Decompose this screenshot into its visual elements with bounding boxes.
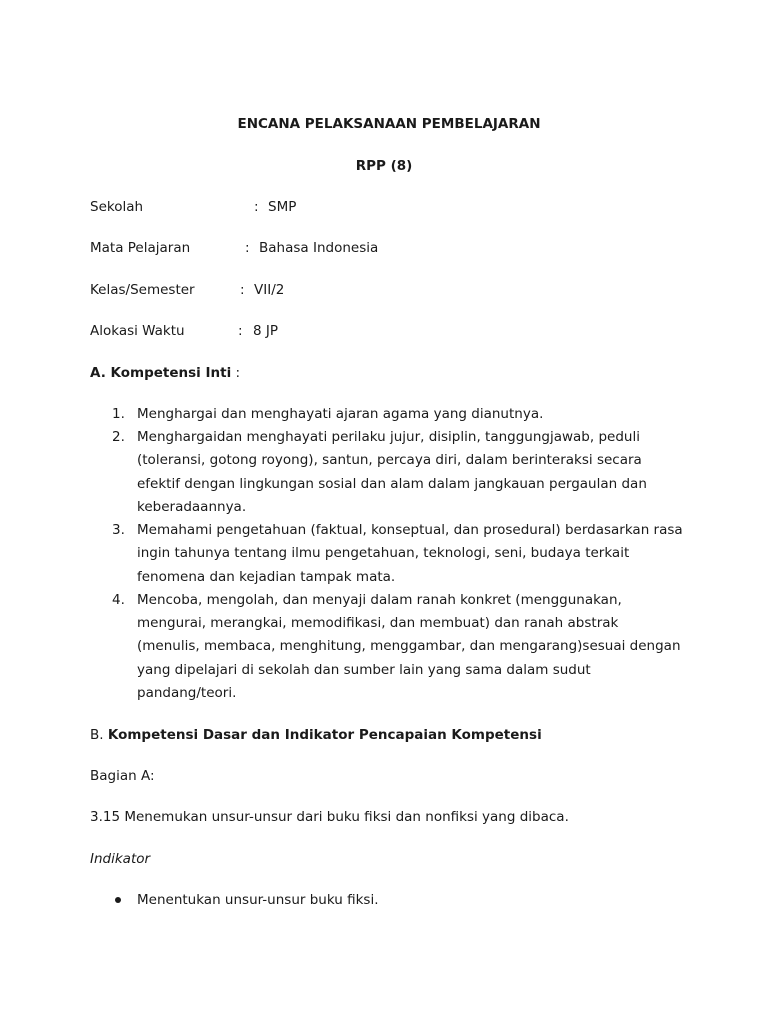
indikator-item: Menentukan unsur-unsur buku fiksi. <box>137 892 379 908</box>
list-item-line: efektif dengan lingkungan sosial dan alam dalam jangkauan pergaulan dan <box>137 476 647 492</box>
list-number: 4. <box>112 592 125 608</box>
list-item-line: Memahami pengetahuan (faktual, konseptual, dan prosedural) berdasarkan rasa <box>137 522 683 538</box>
list-number: 2. <box>112 429 125 445</box>
list-item-line: fenomena dan kejadian tampak mata. <box>137 569 396 585</box>
identity-separator: : <box>238 323 243 339</box>
section-a-colon: : <box>231 365 241 381</box>
document-subtitle: RPP (8) <box>355 158 413 174</box>
document-title: ENCANA PELAKSANAAN PEMBELAJARAN <box>237 116 541 132</box>
section-b-heading <box>90 727 542 743</box>
section-b-title: Kompetensi Dasar dan Indikator Pencapaian Kompetensi <box>107 727 542 743</box>
bullet-icon <box>115 897 121 903</box>
list-number: 3. <box>112 522 125 538</box>
identity-separator: : <box>254 199 259 215</box>
identity-value: SMP <box>268 199 297 215</box>
indikator-label: Indikator <box>90 851 151 867</box>
bagian-label: Bagian A: <box>90 768 155 784</box>
list-item-line: ingin tahunya tentang ilmu pengetahuan, teknologi, seni, budaya terkait <box>137 545 630 561</box>
identity-separator: : <box>245 240 250 256</box>
list-item-line: yang dipelajari di sekolah dan sumber lain yang sama dalam sudut <box>137 662 591 678</box>
section-a-heading <box>90 365 240 381</box>
list-item-line: mengurai, merangkai, memodifikasi, dan membuat) dan ranah abstrak <box>137 615 619 631</box>
identity-separator: : <box>240 282 245 298</box>
list-item-line: Mencoba, mengolah, dan menyaji dalam ranah konkret (menggunakan, <box>137 592 622 608</box>
identity-value: Bahasa Indonesia <box>259 240 379 256</box>
section-b-prefix: B. <box>90 727 108 743</box>
identity-label: Alokasi Waktu <box>90 323 185 339</box>
identity-value: VII/2 <box>254 282 285 298</box>
identity-value: 8 JP <box>253 323 279 339</box>
list-item-line: keberadaannya. <box>137 499 247 515</box>
list-item-line: Menghargaidan menghayati perilaku jujur, disiplin, tanggungjawab, peduli <box>137 429 640 445</box>
identity-label: Mata Pelajaran <box>90 240 191 256</box>
kompetensi-dasar-text: 3.15 Menemukan unsur-unsur dari buku fiksi dan nonfiksi yang dibaca. <box>90 809 569 825</box>
section-a-title: A. Kompetensi Inti <box>90 365 232 381</box>
list-number: 1. <box>112 406 125 422</box>
list-item-line: (toleransi, gotong royong), santun, percaya diri, dalam berinteraksi secara <box>137 452 642 468</box>
identity-label: Kelas/Semester <box>90 282 195 298</box>
list-item-line: Menghargai dan menghayati ajaran agama yang dianutnya. <box>137 406 544 422</box>
list-item-line: (menulis, membaca, menghitung, menggambar, dan mengarang)sesuai dengan <box>137 638 681 654</box>
list-item-line: pandang/teori. <box>137 685 237 701</box>
identity-label: Sekolah <box>90 199 144 215</box>
